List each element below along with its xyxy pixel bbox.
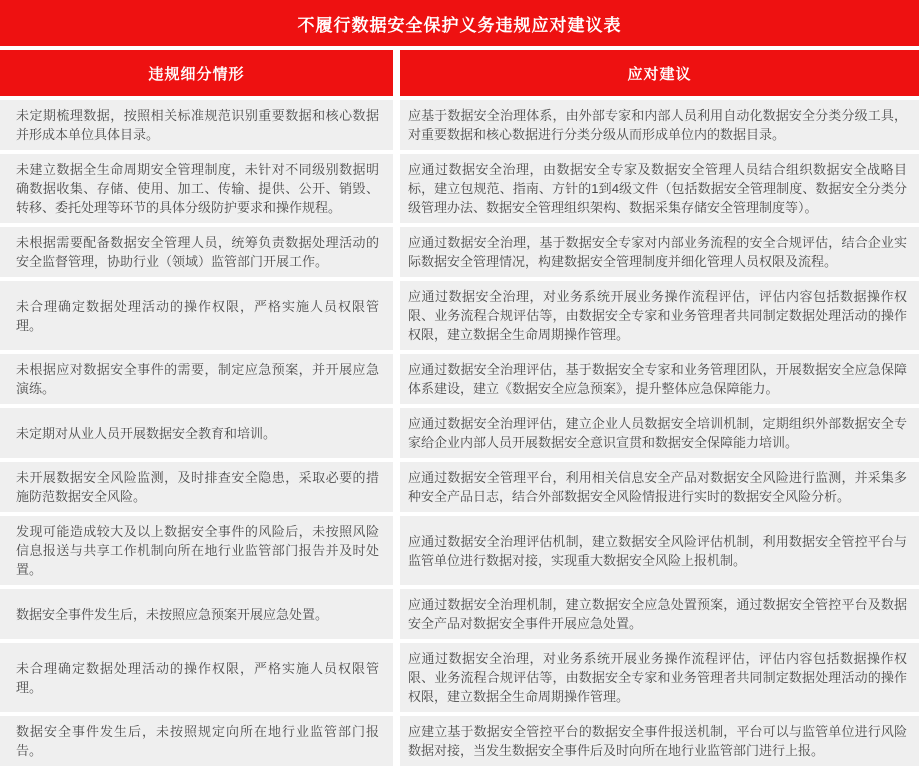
advice-cell: 应通过数据安全治理，对业务系统开展业务操作流程评估，评估内容包括数据操作权限、业务流程合规评估等，由数据安全专家和业务管理者共同制定数据处理活动的操作权限，建立数据全生命周期操作管理。 xyxy=(400,643,919,712)
violation-cell: 未定期对从业人员开展数据安全教育和培训。 xyxy=(0,408,393,458)
advice-cell: 应通过数据安全治理，基于数据安全专家对内部业务流程的安全合规评估，结合企业实际数据安全管理情况，构建数据安全管理制度并细化管理人员权限及流程。 xyxy=(400,227,919,277)
violation-cell: 未建立数据全生命周期安全管理制度，未针对不同级别数据明确数据收集、存储、使用、加工、传输、提供、公开、销毁、转移、委托处理等环节的具体分级防护要求和操作规程。 xyxy=(0,154,393,223)
table-row xyxy=(0,589,919,639)
table-row xyxy=(0,100,919,150)
advice-cell: 应通过数据安全治理机制，建立数据安全应急处置预案，通过数据安全管控平台及数据安全产品对数据安全事件开展应急处置。 xyxy=(400,589,919,639)
column-header-violation: 违规细分情形 xyxy=(0,50,393,96)
violation-cell: 发现可能造成较大及以上数据安全事件的风险后，未按照风险信息报送与共享工作机制向所在地行业监管部门报告并及时处置。 xyxy=(0,516,393,585)
advice-cell: 应建立基于数据安全管控平台的数据安全事件报送机制，平台可以与监管单位进行风险数据对接，当发生数据安全事件后及时向所在地行业监管部门进行上报。 xyxy=(400,716,919,766)
table-row xyxy=(0,281,919,350)
violation-cell: 未开展数据安全风险监测，及时排查安全隐患，采取必要的措施防范数据安全风险。 xyxy=(0,462,393,512)
advice-cell: 应通过数据安全治理，对业务系统开展业务操作流程评估，评估内容包括数据操作权限、业务流程合规评估等，由数据安全专家和业务管理者共同制定数据处理活动的操作权限，建立数据全生命周期操作管理。 xyxy=(400,281,919,350)
table-row xyxy=(0,516,919,585)
table-row xyxy=(0,408,919,458)
violation-cell: 数据安全事件发生后，未按照应急预案开展应急处置。 xyxy=(0,589,393,639)
violation-cell: 未根据需要配备数据安全管理人员，统筹负责数据处理活动的安全监督管理，协助行业（领域）监管部门开展工作。 xyxy=(0,227,393,277)
violation-cell: 未根据应对数据安全事件的需要，制定应急预案，并开展应急演练。 xyxy=(0,354,393,404)
violation-cell: 未定期梳理数据，按照相关标准规范识别重要数据和核心数据并形成本单位具体目录。 xyxy=(0,100,393,150)
table-row xyxy=(0,354,919,404)
violation-cell: 未合理确定数据处理活动的操作权限，严格实施人员权限管理。 xyxy=(0,643,393,712)
advice-cell: 应通过数据安全治理评估，建立企业人员数据安全培训机制，定期组织外部数据安全专家给企业内部人员开展数据安全意识宣贯和数据安全保障能力培训。 xyxy=(400,408,919,458)
table-row xyxy=(0,154,919,223)
advice-cell: 应通过数据安全治理评估，基于数据安全专家和业务管理团队，开展数据安全应急保障体系建设，建立《数据安全应急预案》，提升整体应急保障能力。 xyxy=(400,354,919,404)
table-header-row xyxy=(0,50,919,96)
table-row xyxy=(0,227,919,277)
table-row xyxy=(0,716,919,766)
advice-cell: 应通过数据安全管理平台，利用相关信息安全产品对数据安全风险进行监测，并采集多种安全产品日志，结合外部数据安全风险情报进行实时的数据安全风险分析。 xyxy=(400,462,919,512)
page-title: 不履行数据安全保护义务违规应对建议表 xyxy=(0,0,919,46)
column-header-advice: 应对建议 xyxy=(400,50,919,96)
table-row xyxy=(0,643,919,712)
advice-cell: 应通过数据安全治理评估机制，建立数据安全风险评估机制，利用数据安全管控平台与监管单位进行数据对接，实现重大数据安全风险上报机制。 xyxy=(400,516,919,585)
violation-cell: 未合理确定数据处理活动的操作权限，严格实施人员权限管理。 xyxy=(0,281,393,350)
advice-cell: 应通过数据安全治理，由数据安全专家及数据安全管理人员结合组织数据安全战略目标，建立包规范、指南、方针的1到4级文件（包括数据安全管理制度、数据安全分类分级管理办法、数据安全管理组织架构、数据采集存储安全管理制度等）。 xyxy=(400,154,919,223)
advice-cell: 应基于数据安全治理体系，由外部专家和内部人员利用自动化数据安全分类分级工具，对重要数据和核心数据进行分类分级从而形成单位内的数据目录。 xyxy=(400,100,919,150)
table-row xyxy=(0,462,919,512)
violation-cell: 数据安全事件发生后，未按照规定向所在地行业监管部门报告。 xyxy=(0,716,393,766)
